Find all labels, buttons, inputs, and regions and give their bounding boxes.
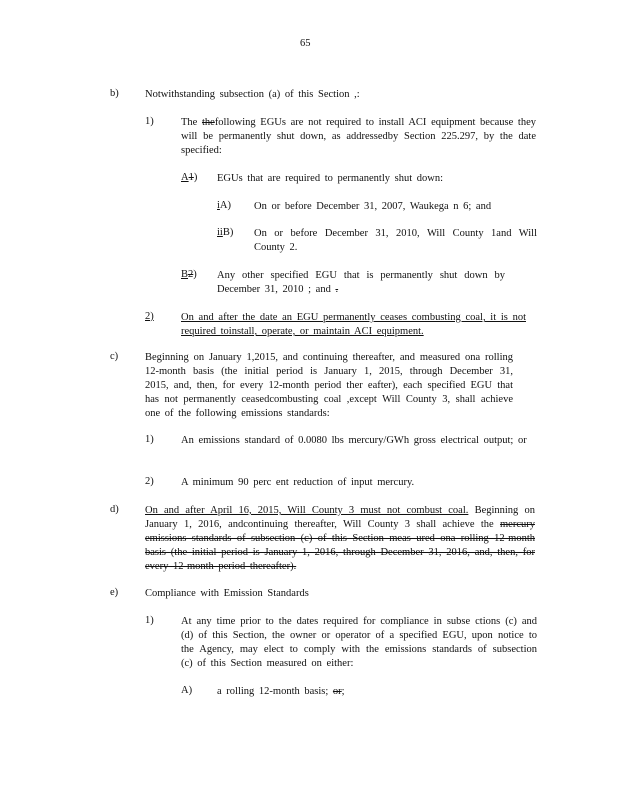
deleted-text: mercury emissions standards of subsection (c) of this Section meas ured ona rolling 12-month basis (the initial period is January 1, 2016, through December 31, 2016, and, then, for every 12-month period thereafter) <box>145 519 535 572</box>
item-c-label: c) <box>110 351 119 362</box>
item-b1Aii-label: iiB) <box>217 227 234 238</box>
item-b1Aii-text: On or before December 31, 2010, Will County 1and Will County 2. <box>254 228 537 253</box>
item-b2-label: 2) <box>145 311 154 322</box>
item-b2-text: On and after the date an EGU permanently ceases combusting coal, it is not required toinstall, operate, or maintain ACI equipment. <box>181 312 526 337</box>
item-c1-text: An emissions standard of 0.0080 lbs mercury/GWh gross electrical output; or <box>181 435 527 446</box>
item-b1-label: 1) <box>145 116 154 127</box>
item-d-label: d) <box>110 504 119 515</box>
item-e-label: e) <box>110 587 119 598</box>
item-e1A-label: A) <box>181 685 193 696</box>
item-b1Ai-label: iA) <box>217 200 232 211</box>
item-b1B-label: B2) <box>181 269 197 280</box>
inserted-text: On and after April 16, 2015, Will County 3 must not combust coal. <box>145 505 469 516</box>
item-c-text: Beginning on January 1,2015, and continuing thereafter, and measured ona rolling 12-month basis (the initial period is January 1, 2015, through December 31, 2015, and, then, for every 12-month period ther eafter), each specified EGU that has not permanently ceasedcombusting coal ,except Will County 3, shall achieve one of the following emissions standards: <box>145 352 513 419</box>
item-c1-label: 1) <box>145 434 154 445</box>
item-b1-text: The thefollowing EGUs are not required to install ACI equipment because they will be permanently shut down, as addressedby Section 225.297, by the date specified: <box>181 117 536 156</box>
item-b1B-text: Any other specified EGU that is permanently shut down by December 31, 2010 ; and . <box>217 270 505 295</box>
item-e1-label: 1) <box>145 615 154 626</box>
item-e-heading: Compliance with Emission Standards <box>145 588 309 599</box>
item-b1A-text: EGUs that are required to permanently shut down: <box>217 173 443 184</box>
item-b-intro: Notwithstanding subsection (a) of this Section ,: <box>145 89 360 100</box>
page-number: 65 <box>300 38 311 49</box>
item-b-label: b) <box>110 88 119 99</box>
item-d-text: On and after April 16, 2015, Will County 3 must not combust coal. Beginning on January 1, 2016, andcontinuing thereafter, Will County 3 shall achieve the mercury emissions standards of subsection (c) of this Section meas ured ona rolling 12-month basis (the initial period is January 1, 2016, through December 31, 2016, and, then, for every 12-month period thereafter). <box>145 505 535 572</box>
item-e1A-text: a rolling 12-month basis; or; <box>217 686 345 697</box>
item-b1A-label: A1) <box>181 172 198 183</box>
item-e1-text: At any time prior to the dates required for compliance in subse ctions (c) and (d) of this Section, the owner or operator of a specified EGU, upon notice to the Agency, may elect to comply with the emissions standards of subsection (c) of this Section measured on either: <box>181 616 537 669</box>
item-c2-label: 2) <box>145 476 154 487</box>
deleted-text: the <box>201 117 215 128</box>
item-b1Ai-text: On or before December 31, 2007, Waukega n 6; and <box>254 201 492 212</box>
item-c2-text: A minimum 90 perc ent reduction of input mercury. <box>181 477 415 488</box>
